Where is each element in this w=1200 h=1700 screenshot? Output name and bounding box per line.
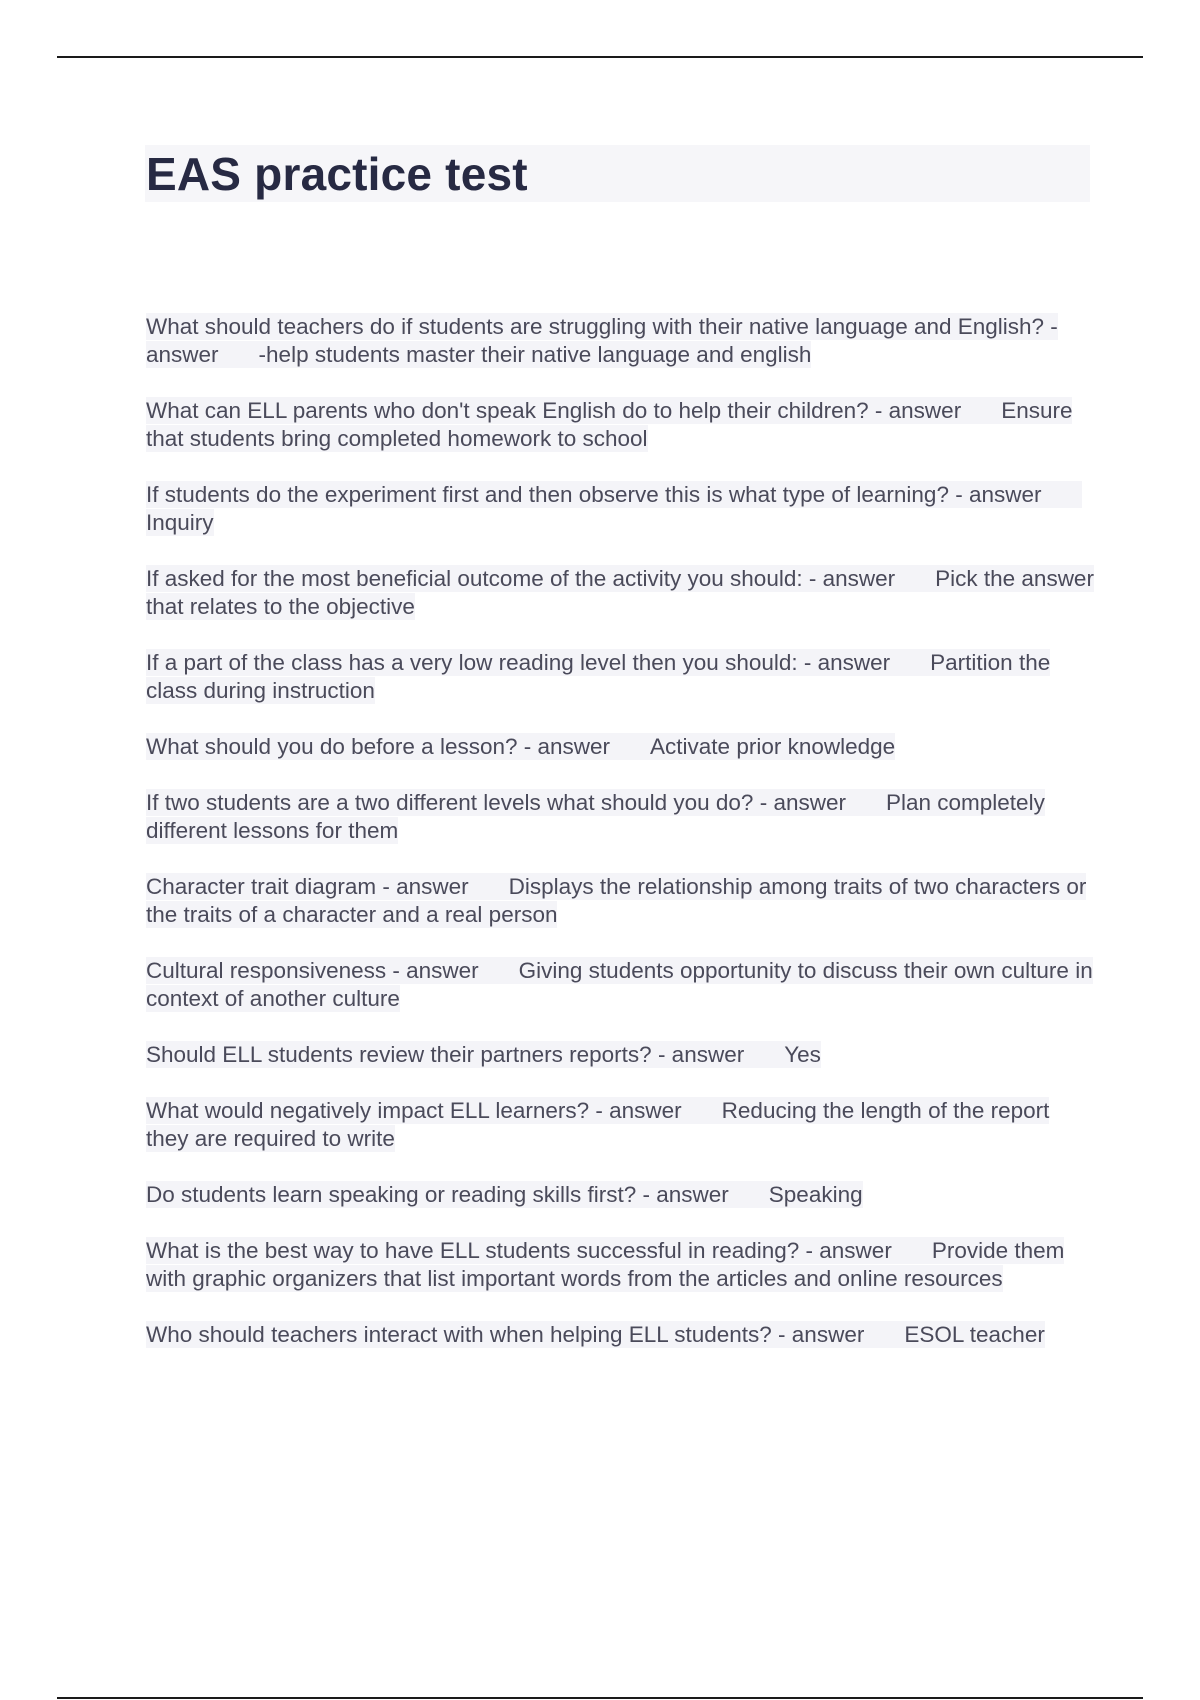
qa-list	[146, 313, 1096, 1377]
qa-answer: -help students master their native language and english	[258, 342, 812, 367]
qa-question: If a part of the class has a very low reading level then you should: - answer	[146, 650, 891, 675]
qa-question: Who should teachers interact with when helping ELL students? - answer	[146, 1322, 865, 1347]
qa-question: What can ELL parents who don't speak English do to help their children? - answer	[146, 398, 962, 423]
qa-answer: Reducing the length of the report they are required to write	[146, 1098, 1050, 1151]
qa-item	[146, 481, 1096, 537]
qa-item	[146, 565, 1096, 621]
qa-answer: Displays the relationship among traits of two characters or the traits of a character and a real person	[146, 874, 1087, 927]
qa-item	[146, 313, 1096, 369]
qa-answer: Plan completely different lessons for them	[146, 790, 1045, 843]
qa-question: If students do the experiment first and then observe this is what type of learning? - answer	[146, 482, 1042, 507]
qa-answer: Activate prior knowledge	[650, 734, 896, 759]
qa-question: Character trait diagram - answer	[146, 874, 469, 899]
qa-answer: Provide them with graphic organizers that list important words from the articles and online resources	[146, 1238, 1065, 1291]
qa-answer: Yes	[784, 1042, 821, 1067]
qa-question: Do students learn speaking or reading skills first? - answer	[146, 1182, 729, 1207]
qa-item	[146, 397, 1096, 453]
qa-question: What would negatively impact ELL learners? - answer	[146, 1098, 682, 1123]
qa-question: What is the best way to have ELL students successful in reading? - answer	[146, 1238, 892, 1263]
qa-item	[146, 957, 1096, 1013]
qa-item	[146, 649, 1096, 705]
qa-item	[146, 1041, 1096, 1069]
qa-question: If two students are a two different levels what should you do? - answer	[146, 790, 846, 815]
qa-answer: Ensure that students bring completed homework to school	[146, 398, 1073, 451]
qa-item	[146, 1097, 1096, 1153]
top-rule	[57, 56, 1143, 58]
qa-item	[146, 873, 1096, 929]
qa-answer: Giving students opportunity to discuss their own culture in context of another culture	[146, 958, 1093, 1011]
qa-item	[146, 733, 1096, 761]
qa-answer: Speaking	[768, 1182, 863, 1207]
qa-answer: Partition the class during instruction	[146, 650, 1051, 703]
bottom-rule	[57, 1697, 1143, 1699]
page-title: EAS practice test	[146, 148, 528, 200]
qa-item	[146, 789, 1096, 845]
qa-answer: ESOL teacher	[904, 1322, 1045, 1347]
qa-item	[146, 1181, 1096, 1209]
qa-item	[146, 1321, 1096, 1349]
qa-question: Cultural responsiveness - answer	[146, 958, 479, 983]
qa-answer: Pick the answer that relates to the objective	[146, 566, 1094, 619]
qa-answer: Inquiry	[146, 510, 214, 535]
qa-question: If asked for the most beneficial outcome of the activity you should: - answer	[146, 566, 896, 591]
qa-question: Should ELL students review their partners reports? - answer	[146, 1042, 745, 1067]
qa-question: What should you do before a lesson? - answer	[146, 734, 611, 759]
qa-item	[146, 1237, 1096, 1293]
qa-question: What should teachers do if students are struggling with their native language and English? - answer	[146, 314, 1058, 367]
